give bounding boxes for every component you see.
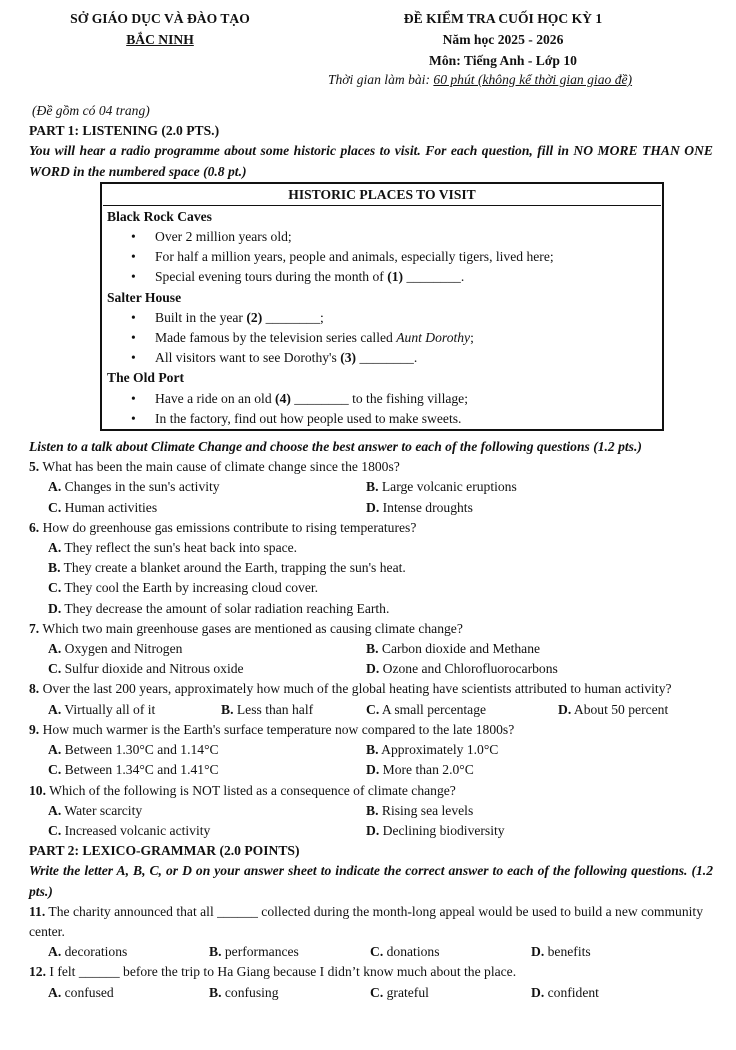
answer-option	[48, 700, 221, 720]
part1-questions	[29, 457, 713, 841]
option-text: grateful	[386, 984, 429, 1000]
question-stem	[29, 619, 713, 639]
option-letter: D.	[531, 944, 545, 960]
question-stem	[29, 457, 713, 477]
answer-option	[48, 983, 209, 1003]
answer-option	[48, 801, 366, 821]
question-number: 11.	[29, 903, 46, 919]
notes-bullet-item	[107, 409, 662, 429]
notes-bullet-item	[107, 267, 662, 287]
question-text: How do greenhouse gas emissions contribute to rising temperatures?	[42, 519, 417, 535]
option-text: Water scarcity	[64, 802, 143, 818]
answer-option	[48, 477, 366, 497]
options-row	[29, 942, 713, 962]
notes-bullet-item	[107, 227, 662, 247]
option-text: Rising sea levels	[381, 802, 474, 818]
question-number: 6.	[29, 519, 40, 535]
option-text: Human activities	[64, 499, 158, 515]
notes-section-heading: Salter House	[107, 289, 182, 305]
option-letter: D.	[366, 661, 380, 677]
options-row	[29, 740, 713, 760]
department-name: SỞ GIÁO DỤC VÀ ĐÀO TẠO	[70, 11, 250, 26]
answer-option	[366, 659, 558, 679]
option-text: confusing	[224, 984, 279, 1000]
answer-option	[366, 639, 540, 659]
question-stem	[29, 720, 713, 740]
answer-option	[29, 538, 713, 558]
part2-title: PART 2: LEXICO-GRAMMAR (2.0 POINTS)	[29, 843, 300, 859]
answer-option	[209, 983, 370, 1003]
notes-bullet-text: Built in the year (2) ________;	[155, 309, 324, 325]
option-letter: A.	[48, 701, 62, 717]
option-letter: D.	[366, 822, 380, 838]
part1-title: PART 1: LISTENING (2.0 PTS.)	[29, 123, 220, 139]
option-text: They create a blanket around the Earth, trapping the sun's heat.	[63, 560, 406, 576]
options-row	[29, 760, 713, 780]
answer-option	[48, 498, 366, 518]
option-text: confused	[64, 984, 114, 1000]
option-letter: D.	[366, 762, 380, 778]
option-text: More than 2.0°C	[382, 762, 474, 778]
question-text: The charity announced that all ______ collected during the month-long appeal would be used to build a new community center.	[29, 903, 704, 939]
option-text: Ozone and Chlorofluorocarbons	[382, 661, 558, 677]
notes-bullet-item	[107, 308, 662, 328]
answer-option	[48, 659, 366, 679]
question-item	[29, 679, 713, 719]
answer-option	[48, 821, 366, 841]
notes-bullet-text: In the factory, find out how people used to make sweets.	[155, 410, 462, 426]
option-letter: C.	[366, 701, 380, 717]
answer-option	[366, 740, 498, 760]
option-text: Increased volcanic activity	[64, 822, 211, 838]
option-letter: C.	[48, 661, 62, 677]
question-text: Which two main greenhouse gases are mentioned as causing climate change?	[42, 620, 463, 636]
question-number: 9.	[29, 721, 40, 737]
option-letter: B.	[48, 560, 61, 576]
option-letter: A.	[48, 479, 62, 495]
time-allowed: Thời gian làm bài: 60 phút (không kể thời gian giao đề)	[327, 72, 633, 87]
option-letter: B.	[221, 701, 234, 717]
question-text: I felt ______ before the trip to Ha Giang because I didn’t know much about the place.	[49, 964, 517, 980]
option-letter: B.	[366, 479, 379, 495]
answer-option	[48, 760, 366, 780]
question-item	[29, 781, 713, 842]
question-item	[29, 720, 713, 781]
option-letter: A.	[48, 641, 62, 657]
options-row	[29, 498, 713, 518]
answer-option	[48, 639, 366, 659]
header-left	[48, 8, 272, 50]
option-text: Between 1.34°C and 1.41°C	[64, 762, 219, 778]
option-text: Changes in the sun's activity	[64, 479, 220, 495]
notes-section-heading: Black Rock Caves	[107, 208, 212, 224]
option-text: performances	[224, 944, 299, 960]
answer-option	[558, 700, 698, 720]
option-letter: C.	[370, 944, 384, 960]
option-text: confident	[547, 984, 599, 1000]
question-item	[29, 962, 713, 1002]
question-stem	[29, 962, 713, 982]
option-letter: A.	[48, 540, 62, 556]
notes-bullet-text: Made famous by the television series called Aunt Dorothy;	[155, 330, 474, 346]
question-number: 5.	[29, 459, 40, 475]
part1-instruction: You will hear a radio programme about some historic places to visit. For each question, fill in NO MORE THAN ONE WORD in the numbered space (0.8 pt.)	[29, 143, 713, 179]
question-stem	[29, 679, 713, 699]
option-letter: B.	[366, 802, 379, 818]
option-letter: C.	[48, 580, 62, 596]
notes-section-heading: The Old Port	[107, 370, 185, 386]
option-text: Between 1.30°C and 1.14°C	[64, 742, 219, 758]
option-letter: B.	[366, 742, 379, 758]
school-year: Năm học 2025 - 2026	[442, 32, 564, 47]
option-text: Carbon dioxide and Methane	[381, 641, 541, 657]
options-row	[29, 801, 713, 821]
option-letter: A.	[48, 742, 62, 758]
option-text: Oxygen and Nitrogen	[64, 641, 183, 657]
option-text: Declining biodiversity	[382, 822, 505, 838]
answer-option	[531, 942, 671, 962]
question-text: What has been the main cause of climate change since the 1800s?	[42, 459, 400, 475]
option-letter: B.	[366, 641, 379, 657]
question-item	[29, 902, 713, 963]
notes-table-body	[102, 207, 662, 429]
answer-option	[29, 578, 713, 598]
part2-questions	[29, 902, 713, 1003]
question-text: Over the last 200 years, approximately how much of the global heating have scientists attributed to human activity?	[42, 681, 672, 697]
option-text: Approximately 1.0°C	[381, 742, 499, 758]
answer-option	[366, 700, 558, 720]
options-row	[29, 700, 713, 720]
answer-option	[366, 821, 505, 841]
option-text: They reflect the sun's heat back into space.	[64, 540, 298, 556]
options-row	[29, 639, 713, 659]
option-letter: A.	[48, 802, 62, 818]
option-letter: C.	[48, 499, 62, 515]
option-letter: C.	[48, 822, 62, 838]
question-item	[29, 518, 713, 619]
notes-table-title: HISTORIC PLACES TO VISIT	[103, 185, 661, 206]
option-letter: A.	[48, 984, 62, 1000]
option-letter: A.	[48, 944, 62, 960]
province-name: BẮC NINH	[126, 32, 194, 47]
answer-option	[48, 740, 366, 760]
options-row	[29, 477, 713, 497]
answer-option	[366, 498, 473, 518]
part1-instruction-2: Listen to a talk about Climate Change and choose the best answer to each of the following questions (1.2 pts.)	[29, 439, 642, 455]
part2-instruction: Write the letter A, B, C, or D on your answer sheet to indicate the correct answer to each of the following questions. (1.2 pts.)	[29, 863, 713, 899]
option-text: Large volcanic eruptions	[381, 479, 517, 495]
option-text: decorations	[64, 944, 128, 960]
answer-option	[531, 983, 671, 1003]
notes-bullet-item	[107, 328, 662, 348]
subject-line: Môn: Tiếng Anh - Lớp 10	[429, 53, 577, 68]
option-letter: C.	[48, 762, 62, 778]
question-text: Which of the following is NOT listed as a consequence of climate change?	[49, 782, 456, 798]
notes-bullet-item	[107, 348, 662, 368]
answer-option	[221, 700, 366, 720]
answer-option	[209, 942, 370, 962]
answer-option	[366, 477, 517, 497]
notes-bullet-text: For half a million years, people and animals, especially tigers, lived here;	[155, 249, 554, 265]
option-text: About 50 percent	[573, 701, 669, 717]
options-row	[29, 983, 713, 1003]
question-number: 12.	[29, 964, 46, 980]
option-text: benefits	[547, 944, 591, 960]
notes-bullet-text: Have a ride on an old (4) ________ to the fishing village;	[155, 390, 468, 406]
question-stem	[29, 902, 713, 942]
question-item	[29, 457, 713, 518]
exam-title: ĐỀ KIỂM TRA CUỐI HỌC KỲ 1	[403, 11, 603, 26]
option-text: donations	[386, 944, 440, 960]
notes-bullet-item	[107, 247, 662, 267]
option-letter: D.	[558, 701, 572, 717]
option-text: They cool the Earth by increasing cloud cover.	[64, 580, 319, 596]
option-letter: D.	[48, 600, 62, 616]
option-text: Intense droughts	[382, 499, 473, 515]
options-row	[29, 659, 713, 679]
page-count-note: (Đề gồm có 04 trang)	[32, 103, 150, 118]
answer-option	[29, 599, 713, 619]
answer-option	[29, 558, 713, 578]
options-row	[29, 821, 713, 841]
question-stem	[29, 518, 713, 538]
answer-option	[48, 942, 209, 962]
header-right	[378, 8, 628, 71]
question-item	[29, 619, 713, 680]
answer-option	[370, 983, 531, 1003]
notes-bullet-text: Special evening tours during the month of (1) ________.	[155, 269, 465, 285]
answer-option	[366, 760, 474, 780]
exam-content	[29, 101, 713, 1003]
notes-bullet-text: Over 2 million years old;	[155, 229, 292, 245]
notes-bullet-item	[107, 389, 662, 409]
question-number: 10.	[29, 782, 46, 798]
option-letter: D.	[531, 984, 545, 1000]
option-letter: D.	[366, 499, 380, 515]
question-number: 7.	[29, 620, 40, 636]
question-text: How much warmer is the Earth's surface temperature now compared to the late 1800s?	[42, 721, 515, 737]
option-text: Virtually all of it	[64, 701, 156, 717]
question-stem	[29, 781, 713, 801]
option-letter: B.	[209, 984, 222, 1000]
answer-option	[370, 942, 531, 962]
option-text: They decrease the amount of solar radiation reaching Earth.	[64, 600, 390, 616]
notes-bullet-text: All visitors want to see Dorothy's (3) ________.	[155, 350, 418, 366]
option-text: Sulfur dioxide and Nitrous oxide	[64, 661, 244, 677]
option-text: Less than half	[236, 701, 314, 717]
option-letter: B.	[209, 944, 222, 960]
option-letter: C.	[370, 984, 384, 1000]
option-text: A small percentage	[381, 701, 487, 717]
answer-option	[366, 801, 473, 821]
question-number: 8.	[29, 681, 40, 697]
notes-table	[100, 182, 664, 431]
